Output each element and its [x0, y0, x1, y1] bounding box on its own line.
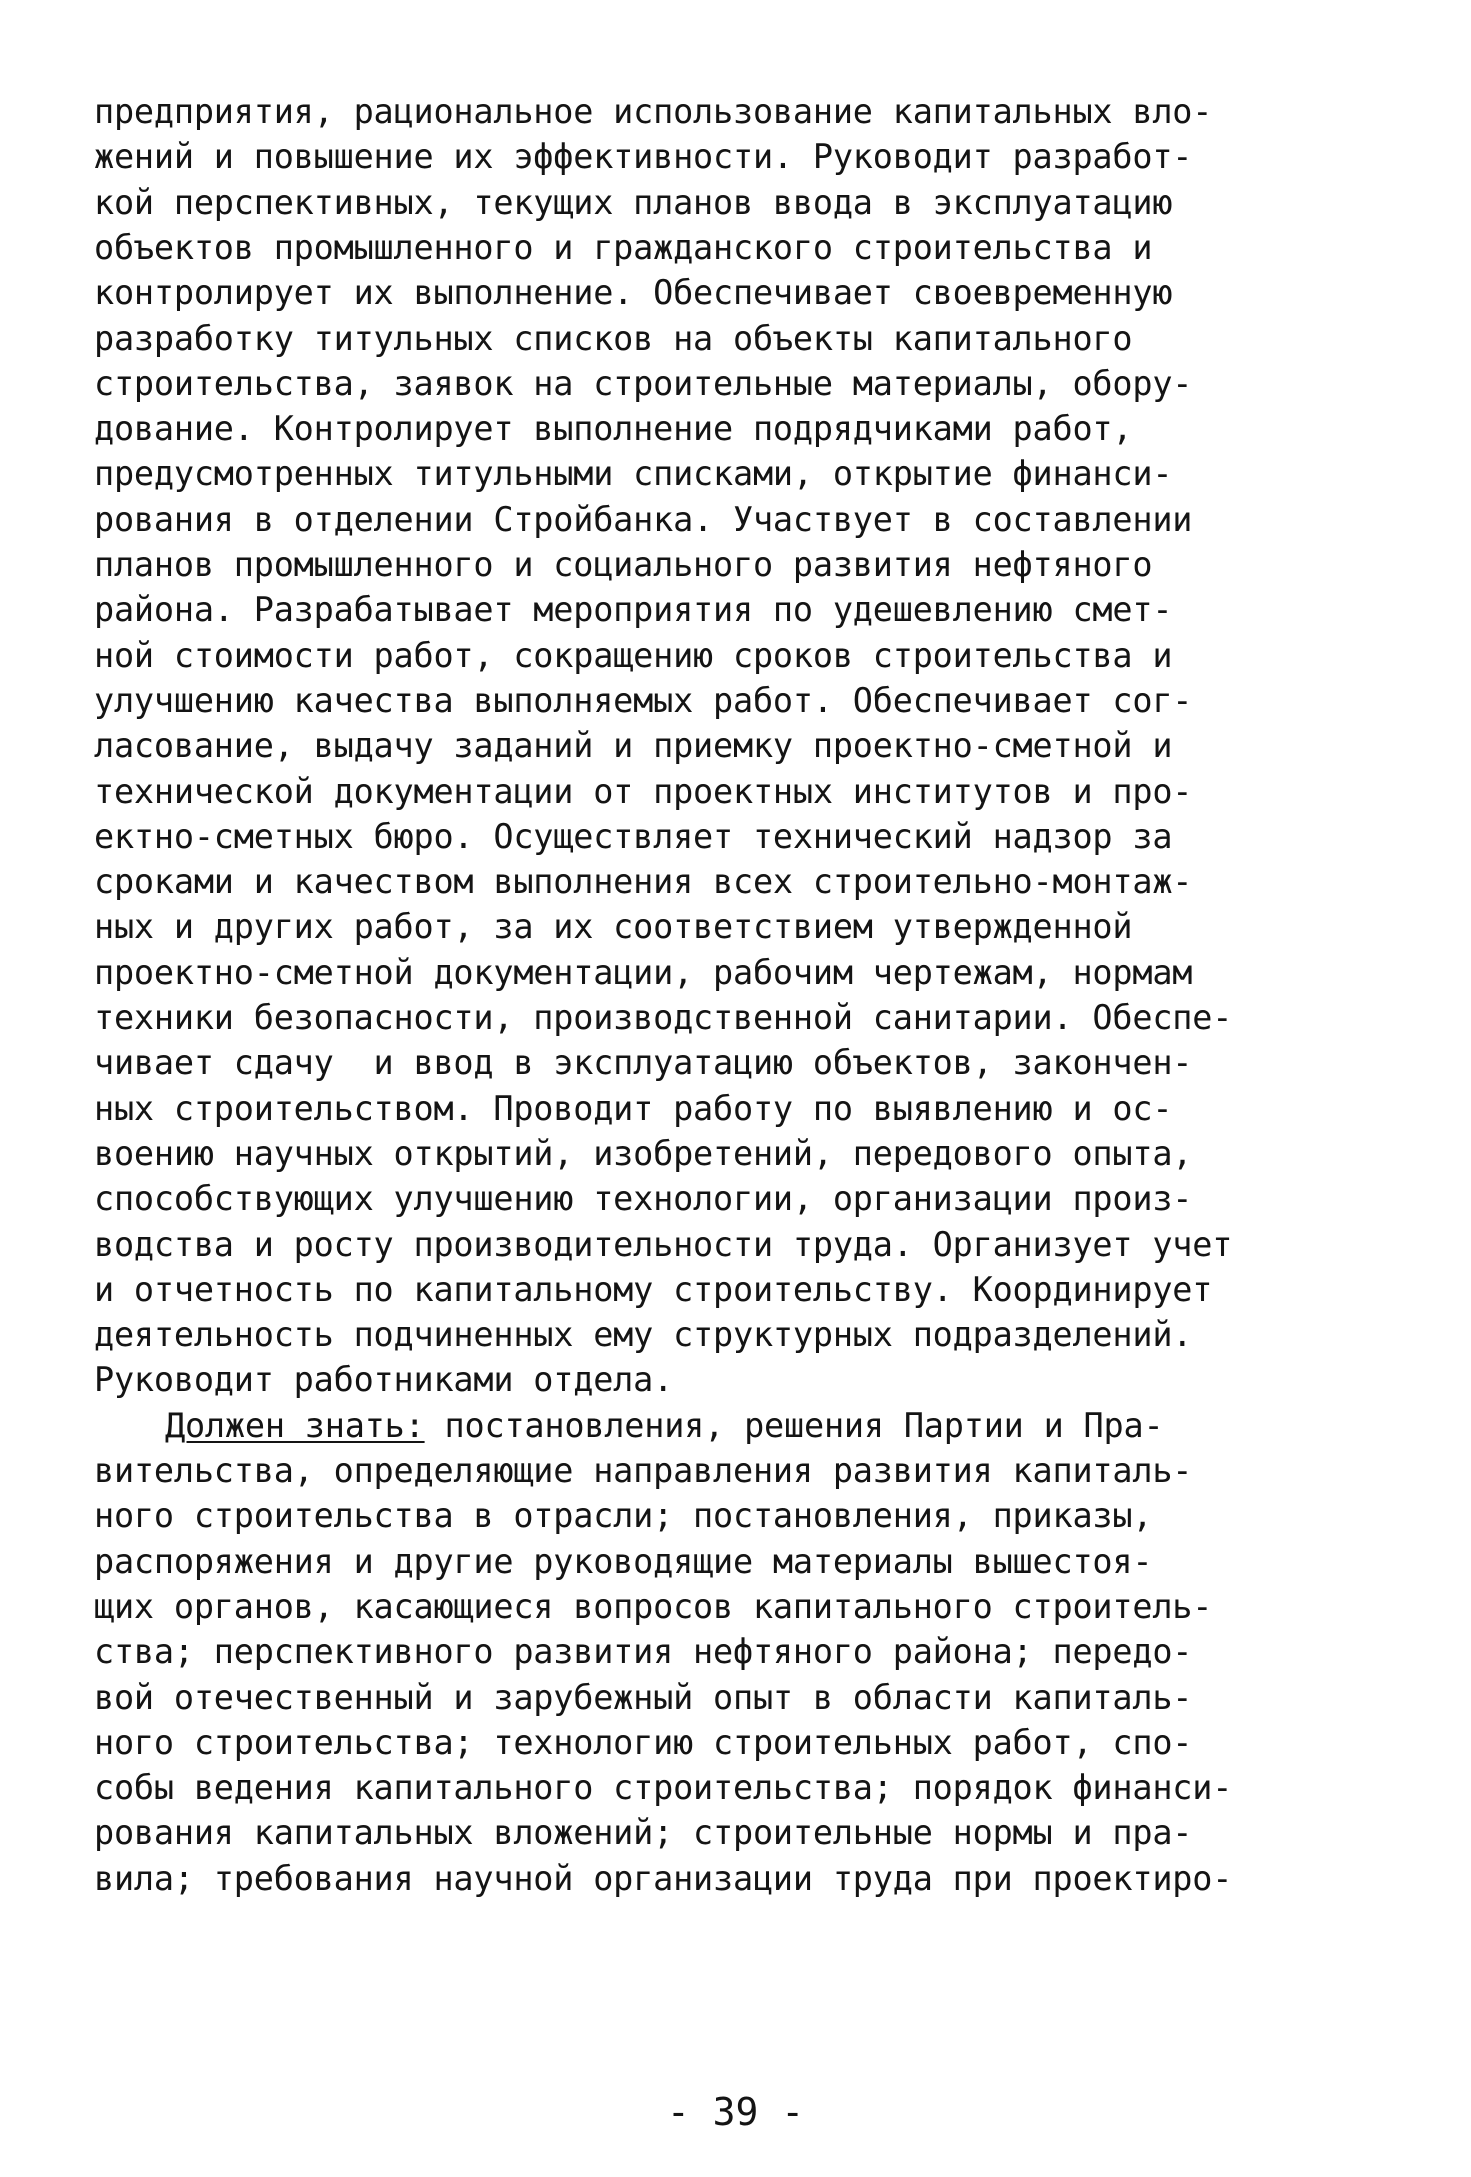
text-line: ного строительства; технологию строительных работ, спо- — [94, 1722, 1193, 1762]
text-line: распоряжения и другие руководящие материалы вышестоя- — [94, 1541, 1153, 1581]
text-line: улучшению качества выполняемых работ. Обеспечивает сог- — [94, 680, 1193, 720]
text-line: кой перспективных, текущих планов ввода в эксплуатацию — [94, 182, 1173, 222]
text-line: контролирует их выполнение. Обеспечивает своевременную — [94, 273, 1173, 313]
text-line: щих органов, касающиеся вопросов капитального строитель- — [94, 1586, 1213, 1626]
text-line: Руководит работниками отдела. — [94, 1360, 674, 1400]
text-line: чивает сдачу и ввод в эксплуатацию объектов, закончен- — [94, 1043, 1193, 1083]
text-line: разработку титульных списков на объекты капитального — [94, 318, 1133, 358]
section-heading: Должен знать: — [165, 1405, 425, 1445]
text-line: рования капитальных вложений; строительные нормы и пра- — [94, 1813, 1193, 1853]
text-line: дование. Контролирует выполнение подрядчиками работ, — [94, 409, 1133, 449]
text-line: проектно-сметной документации, рабочим чертежам, нормам — [94, 952, 1193, 992]
text-line: планов промышленного и социального развития нефтяного — [94, 545, 1153, 584]
text-line: вила; требования научной организации труда при проектиро- — [94, 1858, 1233, 1898]
paragraph-2-first-line — [165, 1406, 1163, 1446]
text-line: и отчетность по капитальному строительству. Координирует — [94, 1269, 1213, 1309]
text-line: способствующих улучшению технологии, организации произ- — [94, 1179, 1193, 1219]
text-line: воению научных открытий, изобретений, передового опыта, — [94, 1133, 1193, 1173]
text-line: объектов промышленного и гражданского строительства и — [94, 227, 1153, 267]
text-line: технической документации от проектных институтов и про- — [94, 771, 1193, 811]
text-line: ных и других работ, за их соответствием утвержденной — [94, 907, 1133, 947]
text-line: сроками и качеством выполнения всех строительно-монтаж- — [94, 862, 1193, 902]
text-line: ства; перспективного развития нефтяного района; передо- — [94, 1632, 1193, 1672]
text-line: собы ведения капитального строительства; порядок финанси- — [94, 1768, 1233, 1808]
text-line: предусмотренных титульными списками, открытие финанси- — [94, 454, 1173, 494]
text-line: деятельность подчиненных ему структурных подразделений. — [94, 1315, 1193, 1355]
text-line: предприятия, рациональное использование капитальных вло- — [94, 92, 1213, 131]
text-line: района. Разрабатывает мероприятия по удешевлению смет- — [94, 590, 1173, 630]
text-line: техники безопасности, производственной санитарии. Обеспе- — [94, 998, 1233, 1037]
text-line: ного строительства в отрасли; постановления, приказы, — [94, 1496, 1153, 1536]
text-line: рования в отделении Стройбанка. Участвует в составлении — [94, 499, 1193, 539]
text-span: постановления, решения Партии и Пра- — [424, 1405, 1164, 1445]
text-line: ласование, выдачу заданий и приемку проектно-сметной и — [94, 726, 1173, 766]
text-line: ектно-сметных бюро. Осуществляет технический надзор за — [94, 816, 1173, 856]
text-line: водства и росту производительности труда. Организует учет — [94, 1224, 1233, 1264]
text-line: строительства, заявок на строительные материалы, обору- — [94, 363, 1193, 403]
text-line: вой отечественный и зарубежный опыт в области капиталь- — [94, 1677, 1193, 1717]
page-number: - 39 - — [666, 2090, 805, 2134]
text-line: вительства, определяющие направления развития капиталь- — [94, 1451, 1193, 1490]
text-line: жений и повышение их эффективности. Руководит разработ- — [94, 137, 1193, 177]
text-line: ной стоимости работ, сокращению сроков строительства и — [94, 635, 1173, 675]
text-line: ных строительством. Проводит работу по выявлению и ос- — [94, 1088, 1173, 1128]
